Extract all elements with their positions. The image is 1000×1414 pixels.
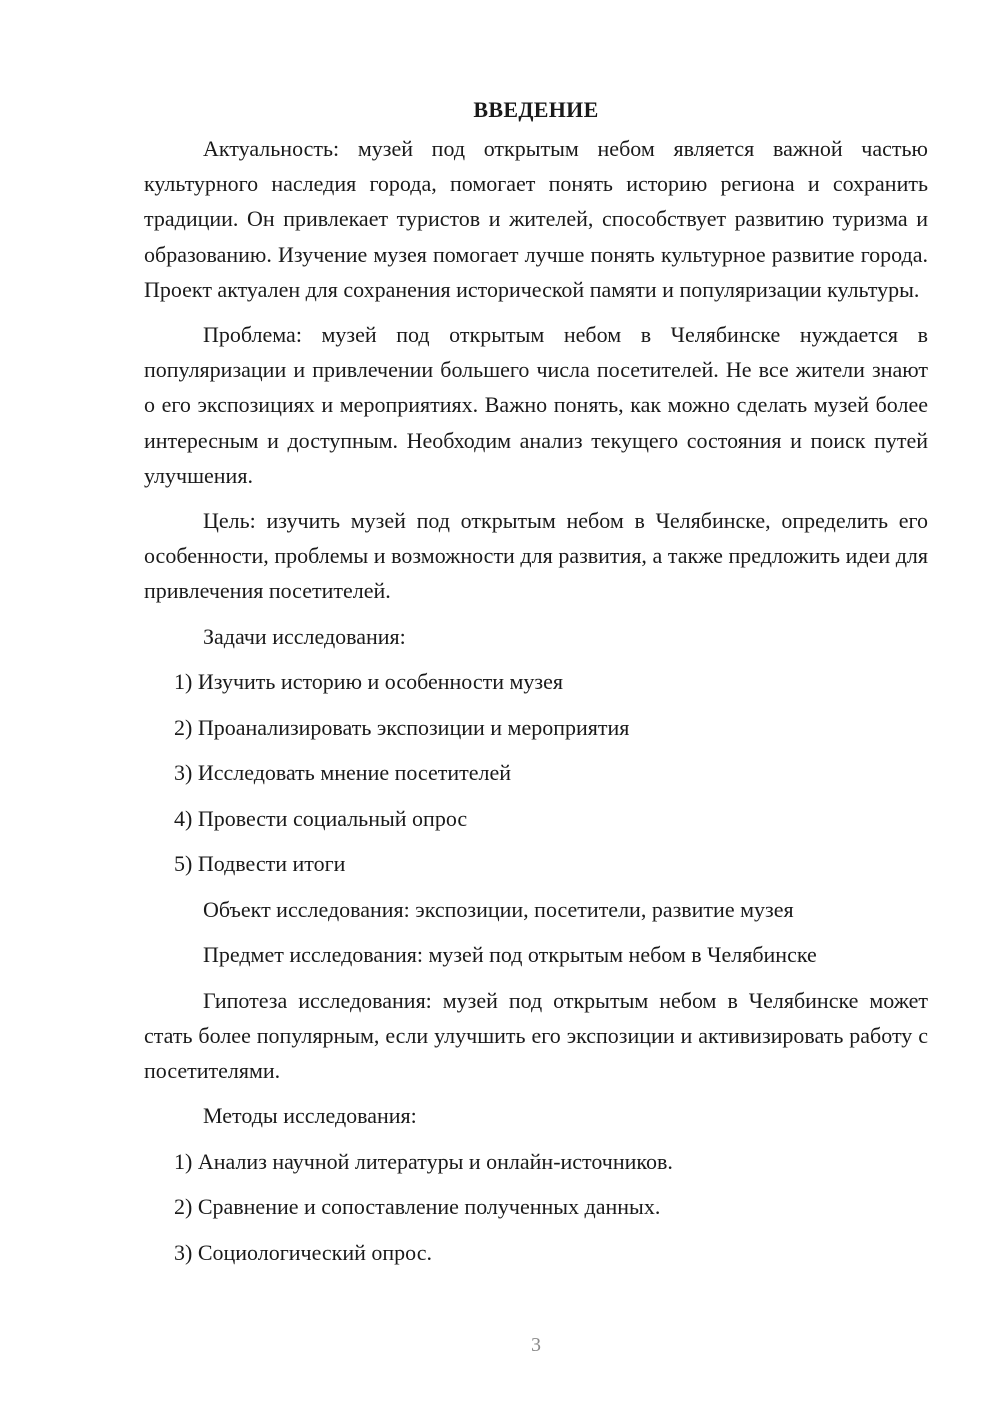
methods-heading: Методы исследования: [203,1103,417,1129]
method-item: 1) Анализ научной литературы и онлайн-источников. [174,1148,673,1174]
goal-paragraph: Цель: изучить музей под открытым небом в Челябинске, определить его особенности, проблемы и возможности для развития, а также предложить идеи для привлечения посетителей. [144,508,928,604]
method-item: 2) Сравнение и сопоставление полученных данных. [174,1194,661,1220]
page-title: ВВЕДЕНИЕ [473,97,599,122]
object-line: Объект исследования: экспозиции, посетители, развитие музея [203,896,794,922]
problem-paragraph: Проблема: музей под открытым небом в Челябинске нуждается в популяризации и привлечении большего числа посетителей. Не все жители знают о его экспозициях и мероприятиях. Важно понять, как можно сделать музей более интересным и доступным. Необходим анализ текущего состояния и поиск путей улучшения. [144,322,928,488]
document-page [144,95,928,1280]
task-item: 4) Провести социальный опрос [174,805,468,831]
tasks-heading: Задачи исследования: [203,623,406,649]
hypothesis-paragraph: Гипотеза исследования: музей под открытым небом в Челябинске может стать более популярным, если улучшить его экспозиции и активизировать работу с посетителями. [144,987,928,1084]
subject-line: Предмет исследования: музей под открытым небом в Челябинске [203,942,817,968]
task-item: 3) Исследовать мнение посетителей [174,760,512,786]
task-item: 2) Проанализировать экспозиции и мероприятия [174,714,630,740]
method-item: 3) Социологический опрос. [174,1239,432,1265]
relevance-paragraph: Актуальность: музей под открытым небом является важной частью культурного наследия города, помогает понять историю региона и сохранить традиции. Он привлекает туристов и жителей, способствует развитию туризма и образованию. Изучение музея помогает лучше понять культурное развитие города. Проект актуален для сохранения исторической памяти и популяризации культуры. [144,136,928,302]
page-number: 3 [531,1334,541,1356]
task-item: 5) Подвести итоги [174,851,346,877]
task-item: 1) Изучить историю и особенности музея [174,669,563,695]
